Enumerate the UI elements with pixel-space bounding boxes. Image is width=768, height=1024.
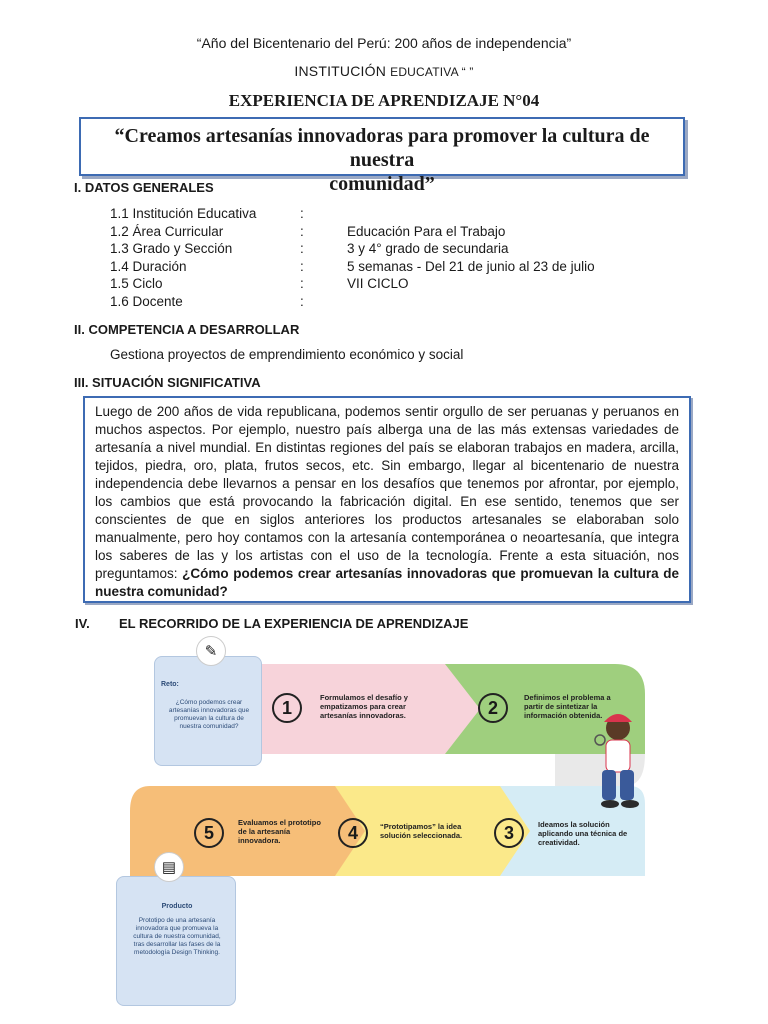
pencil-icon: ✎ — [196, 636, 226, 666]
journey-graphic — [110, 636, 660, 1016]
datos-colon: : — [300, 206, 304, 221]
step-text: Formulamos el desafío y empatizamos para crear artesanías innovadoras. — [320, 693, 408, 720]
producto-title: Producto — [161, 903, 193, 910]
datos-value: 5 semanas - Del 21 de junio al 23 de julio — [347, 259, 595, 274]
datos-row — [110, 241, 670, 259]
year-line: “Año del Bicentenario del Perú: 200 años de independencia” — [196, 35, 572, 51]
step-text: Evaluamos el prototipo de la artesanía innovadora. — [238, 818, 321, 845]
datos-value: Educación Para el Trabajo — [347, 224, 506, 239]
datos-row — [110, 276, 670, 294]
situacion-heading: III. SITUACIÓN SIGNIFICATIVA — [74, 375, 261, 390]
datos-colon: : — [300, 276, 304, 291]
competencia-text: Gestiona proyectos de emprendimiento económico y social — [110, 347, 464, 362]
datos-value: VII CICLO — [347, 276, 409, 291]
step-text: “Prototipamos” la idea solución seleccionada. — [380, 822, 463, 840]
datos-row — [110, 206, 670, 224]
producto-text: Prototipo de una artesanía innovadora que promueva la cultura de nuestra comunidad, tras desarrollar las fases de la metodología Design Thinking. — [133, 917, 221, 956]
datos-colon: : — [300, 294, 304, 309]
institution-prefix: INSTITUCIÓN — [294, 63, 391, 79]
datos-colon: : — [300, 241, 304, 256]
datos-key: 1.3 Grado y Sección — [110, 241, 233, 256]
situacion-question: ¿Cómo podemos crear artesanías innovadoras que promuevan la cultura de nuestra comunidad? — [95, 566, 679, 599]
step-number: 5 — [194, 818, 224, 848]
datos-row — [110, 259, 670, 277]
recorrido-heading-number: IV. — [75, 616, 90, 631]
reto-text: ¿Cómo podemos crear artesanías innovadoras que promuevan la cultura de nuestra comunidad? — [168, 699, 250, 730]
reto-card — [154, 656, 262, 766]
experience-title: EXPERIENCIA DE APRENDIZAJE N°04 — [228, 91, 540, 110]
datos-colon: : — [300, 224, 304, 239]
step-number: 2 — [478, 693, 508, 723]
situacion-text: Luego de 200 años de vida republicana, podemos sentir orgullo de ser peruanas y peruanos en muchos aspectos. Por ejemplo, nuestro país alberga una de las más extensas variedades de artesanía a nivel mundial. En distintas regiones del país se elaboran trabajos en madera, arcilla, tejidos, piedra, oro, plata, frutos secos, etc. Sin embargo, llegar al bicentenario de nuestra independencia debe llevarnos a pensar en los desafíos que tenemos por afrontar, por ejemplo, los cambios que está provocando la fabricación digital. En ese sentido, tenemos que ser conscientes de que en siglos anteriores los productos artesanales se elaboraban solo manualmente, pero hoy contamos con la artesanía contemporánea o neoartesanía, que integra los saberes de las y los artistas con el uso de la tecnología. Frente a esta situación, nos preguntamos: — [95, 404, 679, 581]
datos-value: 3 y 4° grado de secundaria — [347, 241, 509, 256]
step-number: 4 — [338, 818, 368, 848]
situacion-box — [83, 396, 691, 603]
step-number: 3 — [494, 818, 524, 848]
datos-key: 1.1 Institución Educativa — [110, 206, 257, 221]
main-title-line1: “Creamos artesanías innovadoras para promover la cultura de nuestra — [114, 125, 650, 171]
datos-colon: : — [300, 259, 304, 274]
datos-key: 1.4 Duración — [110, 259, 187, 274]
reto-title: Reto: — [161, 681, 179, 688]
institution-line — [0, 63, 768, 79]
datos-heading: I. DATOS GENERALES — [74, 180, 214, 195]
step-number: 1 — [272, 693, 302, 723]
datos-key: 1.2 Área Curricular — [110, 224, 224, 239]
document-icon: ▤ — [154, 852, 184, 882]
competencia-heading: II. COMPETENCIA A DESARROLLAR — [74, 322, 300, 337]
step-text: Definimos el problema a partir de sintetizar la información obtenida. — [524, 693, 611, 720]
recorrido-heading: EL RECORRIDO DE LA EXPERIENCIA DE APRENDIZAJE — [119, 616, 469, 631]
datos-key: 1.6 Docente — [110, 294, 183, 309]
datos-key: 1.5 Ciclo — [110, 276, 163, 291]
institution-suffix: EDUCATIVA “ ” — [390, 65, 474, 79]
producto-card — [116, 876, 236, 1006]
step-text: Ideamos la solución aplicando una técnica de creatividad. — [538, 820, 628, 847]
main-title-line2: comunidad” — [329, 173, 435, 195]
datos-row — [110, 224, 670, 242]
datos-row — [110, 294, 670, 312]
